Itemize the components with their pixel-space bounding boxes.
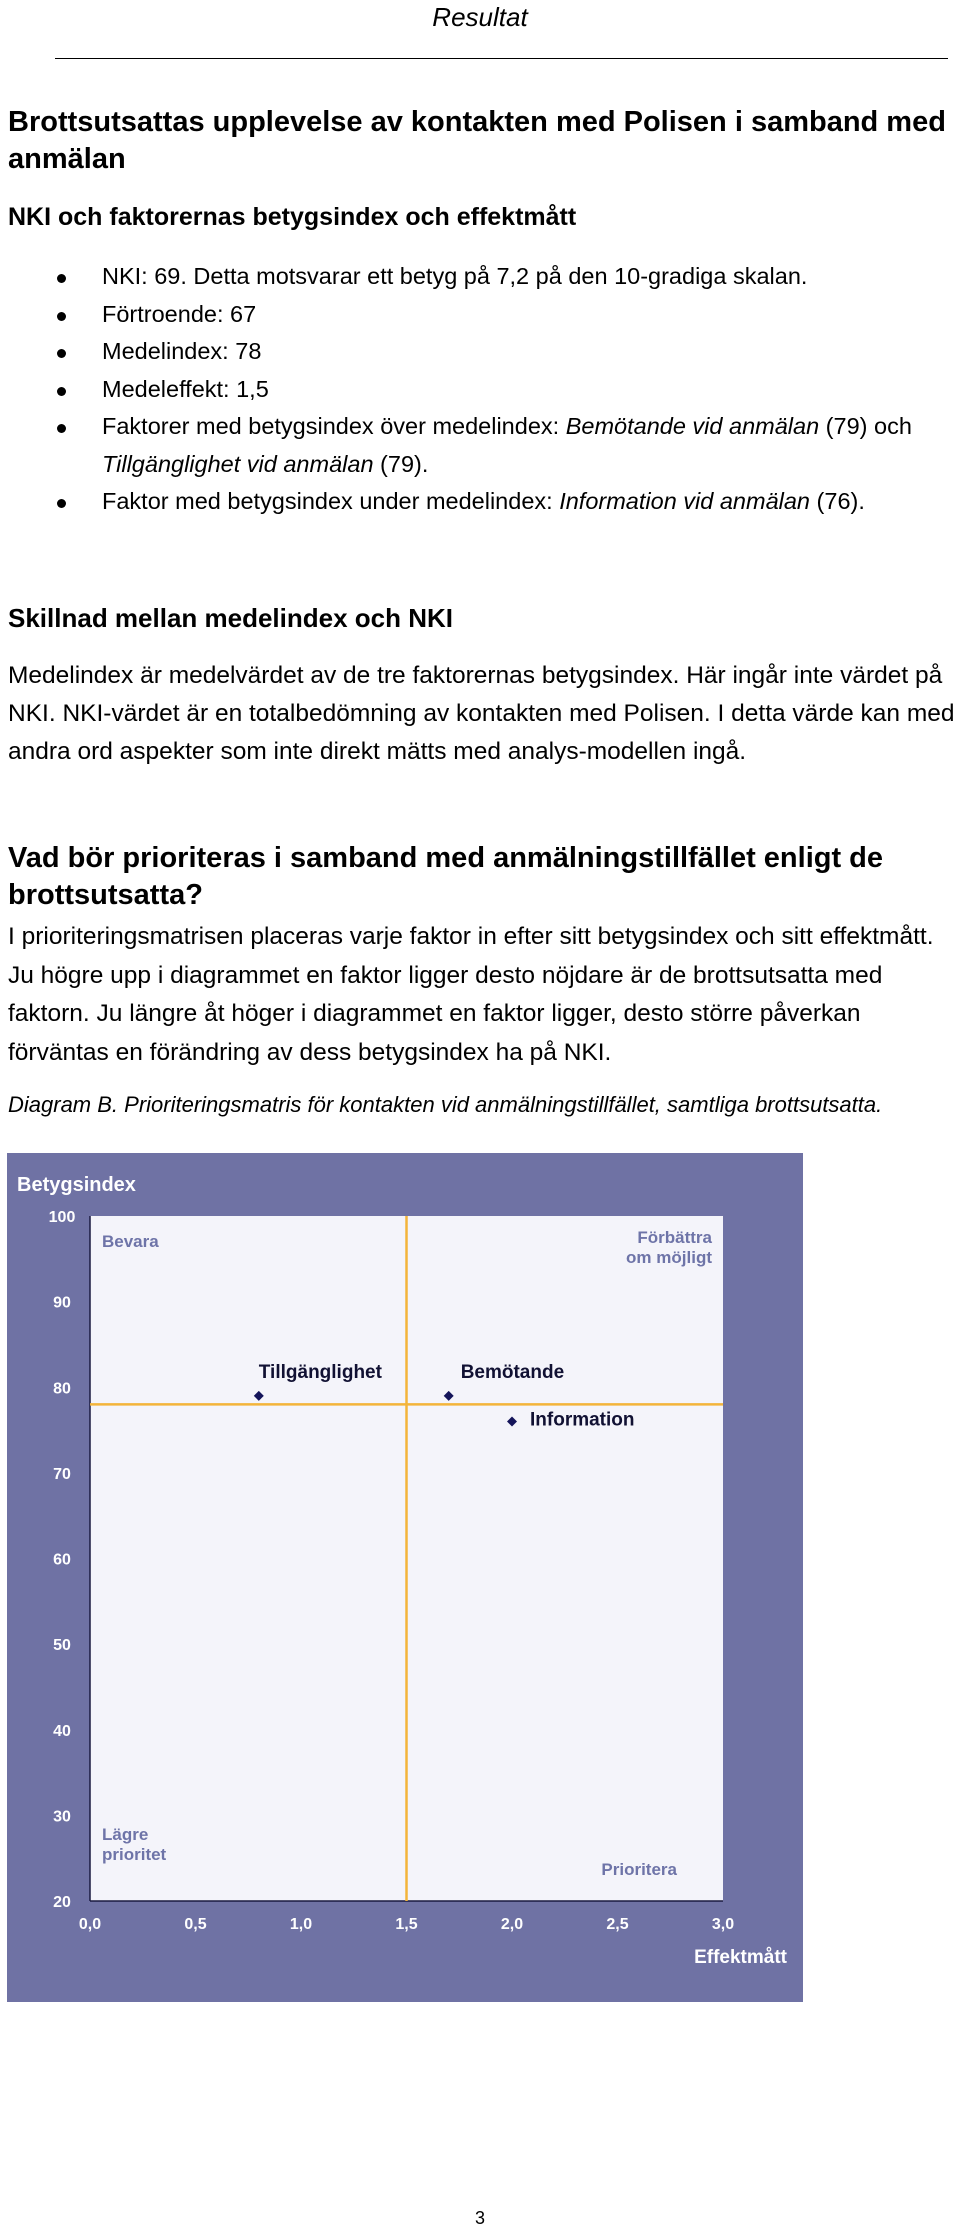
fact-text: (76). (810, 488, 865, 514)
quadrant-label-lagre-prioritet: prioritet (102, 1845, 167, 1864)
priority-matrix-svg (7, 1153, 803, 2002)
y-tick-label: 70 (53, 1465, 71, 1483)
bullet-icon (57, 387, 66, 396)
fact-text: Faktor med betygsindex under medelindex: (102, 488, 560, 514)
fact-text: (79) och (819, 413, 912, 439)
x-tick-label: 1,0 (289, 1916, 313, 1933)
priorities-paragraph: I prioriteringsmatrisen placeras varje faktor in efter sitt betygsindex och sitt effektmått. Ju högre upp i diagrammet en faktor ligger desto nöjdare är de brottsutsatta med faktorn. Ju längre åt höger i diagrammet en faktor ligger, desto större påverkan förväntas en förändring av dess betygsindex ha på NKI. (8, 923, 934, 1066)
header-divider (55, 58, 948, 59)
facts-list (0, 258, 950, 521)
fact-emphasis: Information vid anmälan (559, 488, 811, 514)
fact-text: Medeleffekt: 1,5 (102, 375, 269, 402)
section-title: Brottsutsattas upplevelse av kontakten med Polisen i samband med anmälan (8, 106, 946, 175)
fact-item (0, 296, 950, 334)
x-tick-label: 3,0 (711, 1916, 735, 1933)
bullet-icon (57, 349, 66, 358)
y-tick-label: 80 (53, 1380, 71, 1398)
quadrant-label-prioritera: Prioritera (601, 1860, 677, 1879)
bullet-icon (57, 499, 66, 508)
fact-item (0, 371, 950, 409)
fact-text: Förtroende: 67 (102, 300, 257, 327)
difference-paragraph: Medelindex är medelvärdet av de tre faktorernas betygsindex. Här ingår inte värdet på NKI. NKI-värdet är en totalbedömning av kontakten med Polisen. I detta värde kan med andra ord aspekter som inte direkt mätts med analys-modellen ingå. (8, 662, 955, 765)
fact-text: Faktorer med betygsindex över medelindex: (102, 413, 566, 439)
x-tick-label: 2,0 (500, 1916, 524, 1933)
fact-emphasis: Bemötande vid anmälan (565, 413, 820, 439)
y-tick-label: 20 (53, 1894, 71, 1911)
y-tick-label: 100 (48, 1209, 76, 1226)
y-tick-label: 60 (53, 1551, 71, 1569)
quadrant-label-forbattra: Förbättra (637, 1228, 712, 1247)
fact-emphasis: Tillgänglighet vid anmälan (102, 450, 374, 477)
subsection-title: NKI och faktorernas betygsindex och effektmått (8, 203, 577, 231)
page-header-title: Resultat (432, 2, 528, 32)
bullet-icon (57, 274, 66, 283)
x-tick-label: 0,5 (184, 1916, 207, 1933)
bullet-icon (57, 424, 66, 433)
fact-item (0, 483, 950, 521)
quadrant-label-forbattra: om möjligt (626, 1248, 712, 1267)
priority-matrix-chart (7, 1153, 803, 2002)
priorities-heading: Vad bör prioriteras i samband med anmälningstillfället enligt de brottsutsatta? (8, 842, 884, 911)
x-axis-title: Effektmått (694, 1947, 787, 1968)
fact-text: NKI: 69. Detta motsvarar ett betyg på 7,2 på den 10-gradiga skalan. (102, 263, 808, 289)
y-tick-label: 30 (53, 1808, 71, 1826)
x-tick-label: 1,5 (395, 1916, 418, 1933)
fact-item (0, 408, 950, 483)
difference-heading: Skillnad mellan medelindex och NKI (8, 603, 454, 633)
data-point-label: Bemötande (460, 1361, 565, 1383)
bullet-icon (57, 312, 66, 321)
fact-item (0, 333, 950, 371)
data-point-label: Information (530, 1409, 635, 1431)
quadrant-label-bevara: Bevara (102, 1232, 159, 1251)
y-tick-label: 90 (53, 1294, 71, 1312)
x-tick-label: 2,5 (606, 1916, 629, 1933)
fact-text: Medelindex: 78 (102, 338, 262, 364)
quadrant-label-lagre-prioritet: Lägre (102, 1825, 149, 1844)
diagram-caption: Diagram B. Prioriteringsmatris för kontakten vid anmälningstillfället, samtliga brottsutsatta. (8, 1092, 883, 1117)
data-point-label: Tillgänglighet (258, 1361, 382, 1383)
fact-item (0, 258, 950, 296)
y-tick-label: 50 (53, 1637, 71, 1655)
x-tick-label: 0,0 (78, 1916, 102, 1933)
fact-text: (79). (373, 450, 429, 477)
y-axis-title: Betygsindex (17, 1174, 136, 1196)
y-tick-label: 40 (53, 1722, 71, 1740)
page-number: 3 (474, 2208, 485, 2228)
